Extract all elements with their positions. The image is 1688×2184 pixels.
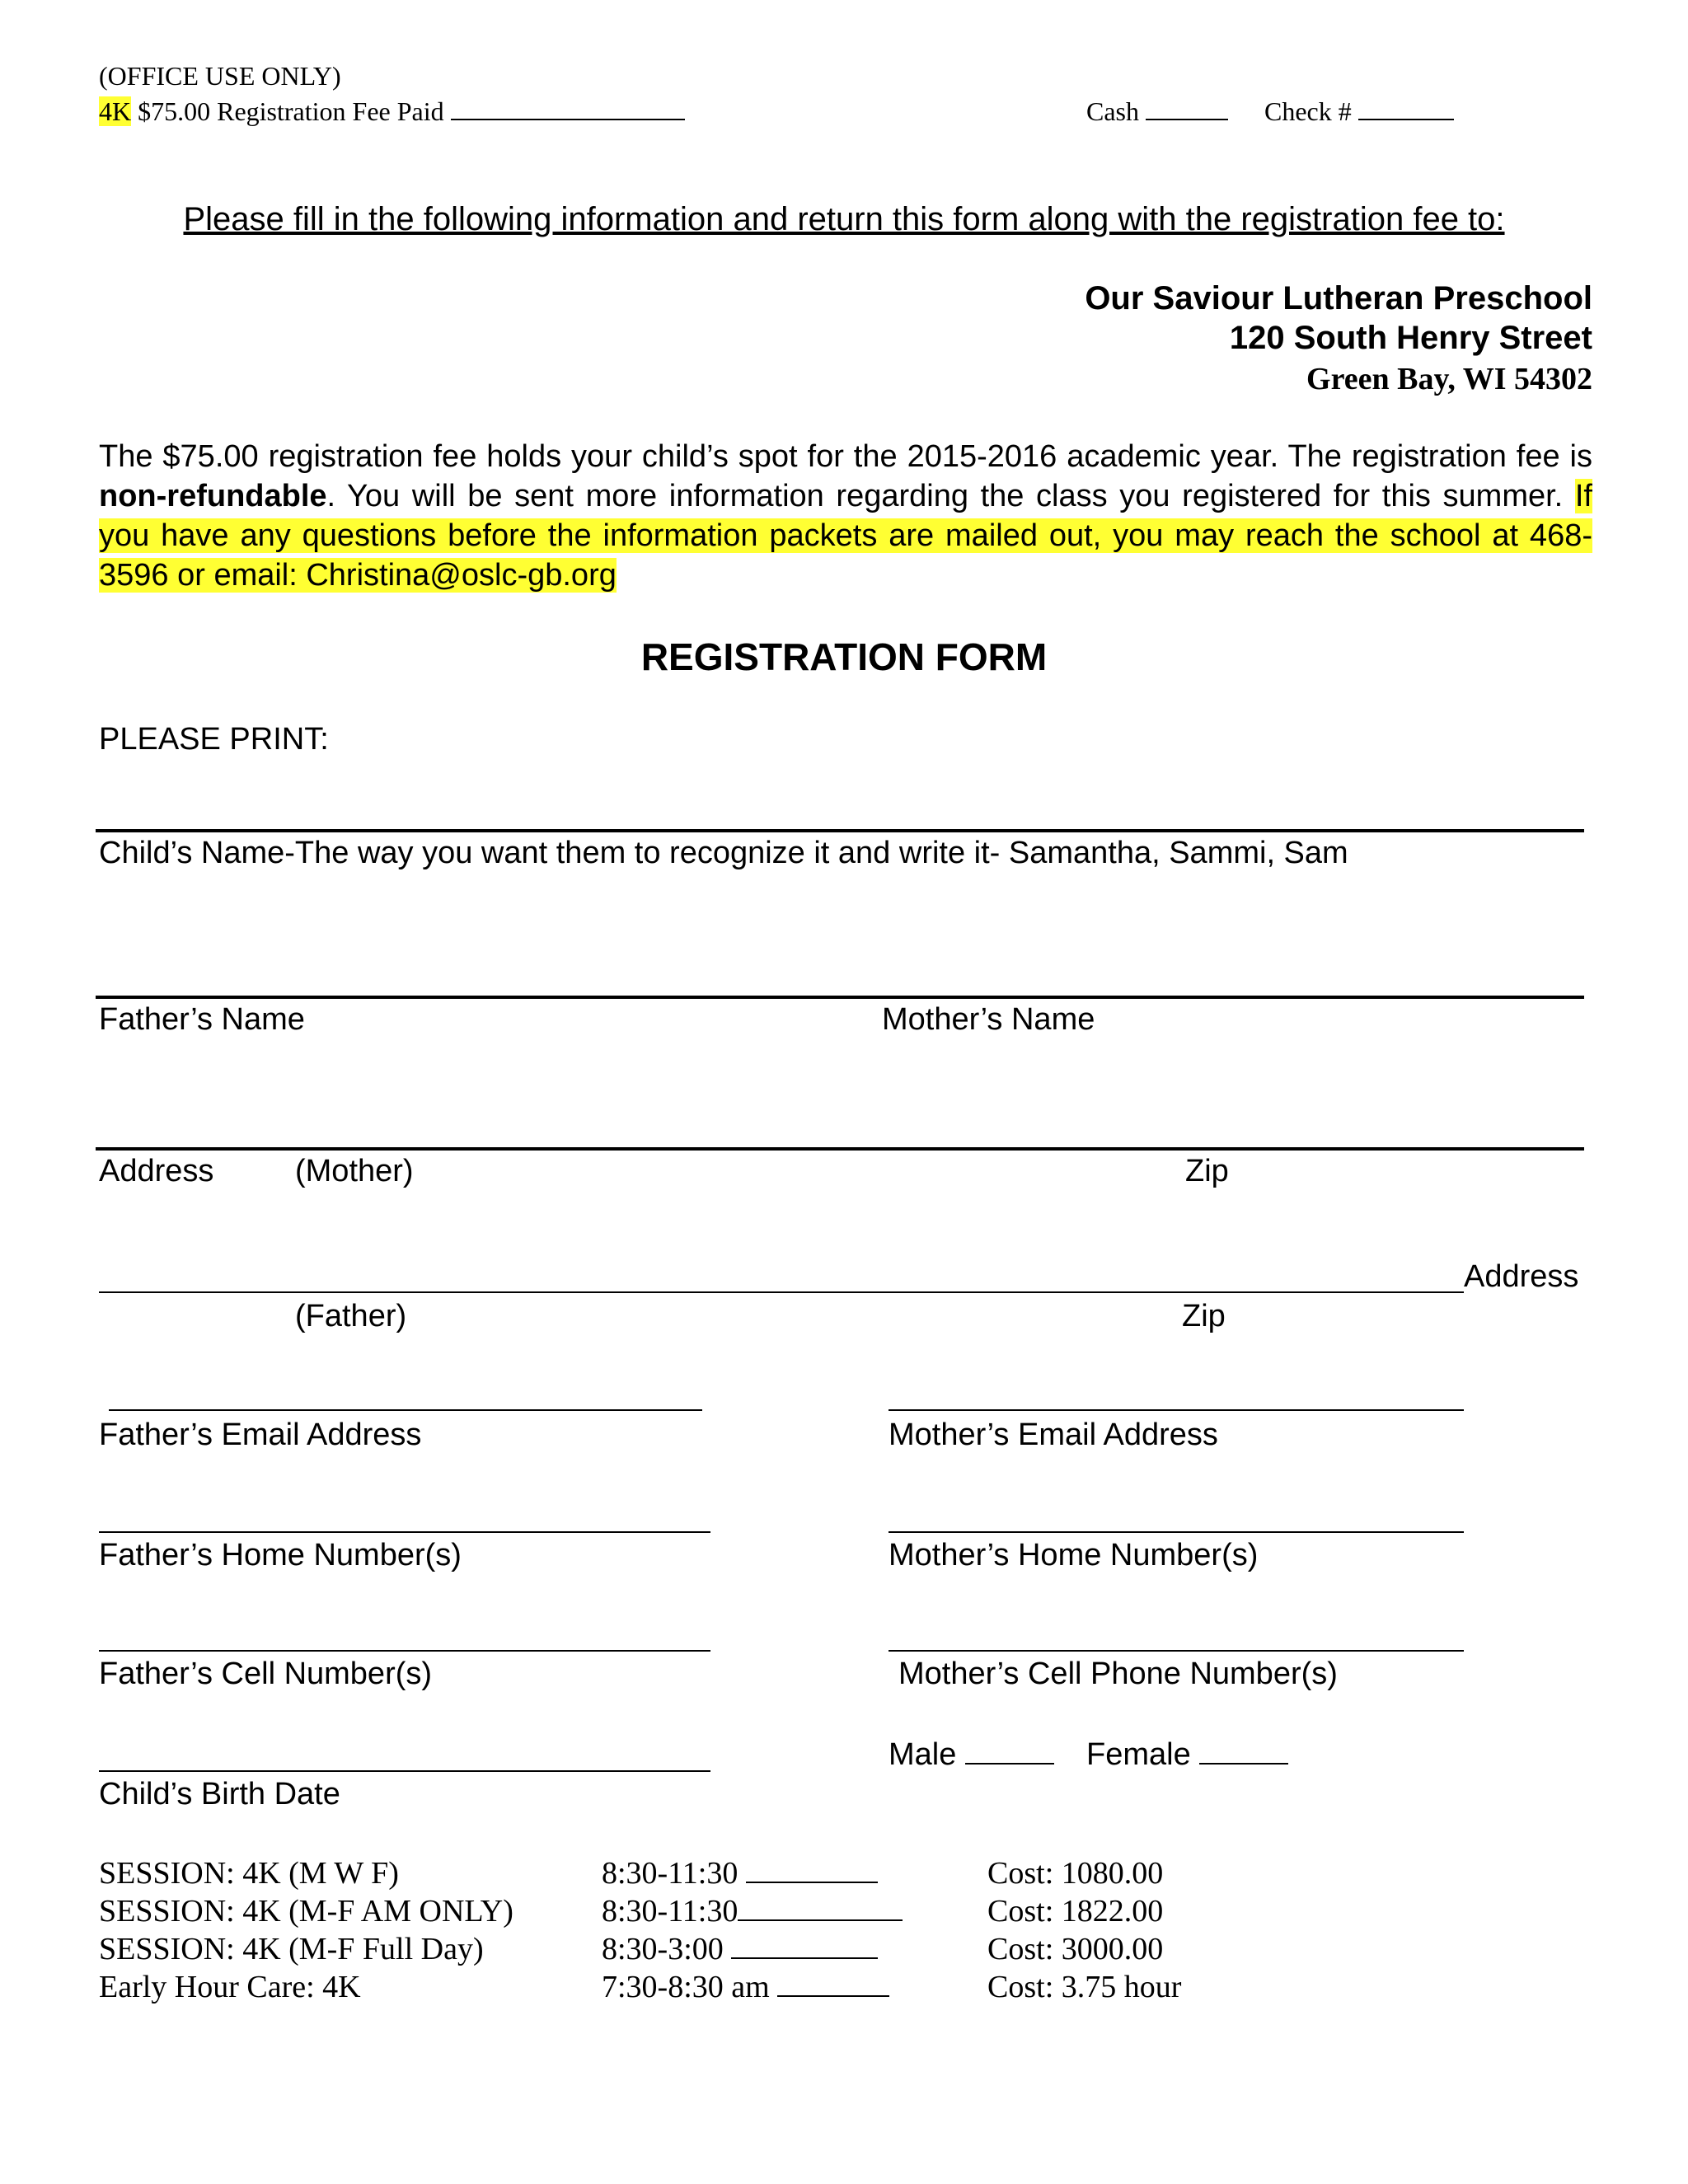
birth-date-label: Child’s Birth Date — [99, 1777, 340, 1811]
father-paren-label: (Father) — [295, 1299, 407, 1333]
male-field — [889, 1737, 1054, 1773]
contact-highlight: If you have any questions before the information packets are mailed out, you may reach the school at 468-3596 or email: Christina@oslc-gb.org — [99, 479, 1592, 593]
form-title: REGISTRATION FORM — [640, 635, 1048, 678]
school-name: Our Saviour Lutheran Preschool — [1085, 280, 1592, 316]
cash-label: Cash — [1086, 96, 1139, 126]
father-email-line[interactable] — [109, 1409, 702, 1411]
instructions: Please fill in the following information and return this form along with the registration fee to: — [183, 201, 1505, 237]
cash-blank[interactable] — [1146, 94, 1228, 120]
session-time: 8:30-11:30 — [602, 1856, 738, 1891]
session-time-row — [602, 1968, 903, 2006]
please-print: PLEASE PRINT: — [99, 722, 329, 757]
info-paragraph — [99, 437, 1592, 595]
mother-email-line[interactable] — [889, 1409, 1464, 1411]
female-field — [1086, 1737, 1288, 1773]
check-number-blank[interactable] — [1358, 94, 1454, 120]
cash-line — [1086, 94, 1228, 127]
session-select-blank[interactable] — [738, 1895, 903, 1921]
mother-zip-label: Zip — [1185, 1154, 1229, 1188]
session-name: SESSION: 4K (M W F) — [99, 1856, 399, 1891]
mother-home-line[interactable] — [889, 1531, 1464, 1533]
session-time: 8:30-11:30 — [602, 1894, 738, 1929]
female-blank[interactable] — [1199, 1738, 1288, 1765]
non-refundable-text: non-refundable — [99, 479, 327, 513]
mother-address-line[interactable] — [96, 1147, 1584, 1151]
mother-name-label: Mother’s Name — [882, 1002, 1095, 1037]
mother-home-label: Mother’s Home Number(s) — [889, 1538, 1259, 1572]
office-grade: 4K — [99, 96, 132, 126]
birth-date-line[interactable] — [99, 1770, 710, 1772]
session-names — [99, 1854, 513, 2006]
mother-email-label: Mother’s Email Address — [889, 1418, 1218, 1452]
office-fee-label: $75.00 Registration Fee Paid — [138, 96, 444, 126]
father-address-line[interactable] — [99, 1291, 1464, 1293]
female-label: Female — [1086, 1737, 1191, 1772]
male-blank[interactable] — [965, 1738, 1054, 1765]
session-name: SESSION: 4K (M-F AM ONLY) — [99, 1894, 513, 1929]
info-text-1: The $75.00 registration fee holds your child’s spot for the 2015-2016 academic year. The registration fee is — [99, 439, 1592, 474]
session-cost: Cost: 3.75 hour — [987, 1970, 1182, 2004]
mother-paren-label: (Mother) — [295, 1154, 414, 1188]
fee-paid-blank[interactable] — [451, 94, 685, 120]
session-time-row — [602, 1930, 903, 1968]
session-name: Early Hour Care: 4K — [99, 1970, 361, 2004]
session-cost: Cost: 3000.00 — [987, 1932, 1164, 1966]
child-name-line[interactable] — [96, 829, 1584, 832]
school-street: 120 South Henry Street — [1229, 320, 1592, 356]
male-label: Male — [889, 1737, 957, 1772]
session-select-blank[interactable] — [777, 1971, 889, 1997]
address-label: Address — [99, 1154, 214, 1188]
address-right-label: Address — [1464, 1259, 1579, 1294]
father-home-line[interactable] — [99, 1531, 710, 1533]
session-time-row — [602, 1892, 903, 1930]
office-fee-line — [99, 94, 685, 127]
father-email-label: Father’s Email Address — [99, 1418, 422, 1452]
session-select-blank[interactable] — [731, 1933, 878, 1959]
check-label: Check # — [1264, 96, 1352, 126]
session-time-row — [602, 1854, 903, 1892]
session-select-blank[interactable] — [746, 1857, 878, 1883]
father-home-label: Father’s Home Number(s) — [99, 1538, 462, 1572]
session-name: SESSION: 4K (M-F Full Day) — [99, 1932, 484, 1966]
father-cell-line[interactable] — [99, 1650, 710, 1652]
session-time: 7:30-8:30 am — [602, 1970, 770, 2004]
session-times — [602, 1854, 903, 2006]
parent-names-line[interactable] — [96, 996, 1584, 999]
father-cell-label: Father’s Cell Number(s) — [99, 1657, 433, 1691]
session-cost: Cost: 1822.00 — [987, 1894, 1164, 1929]
session-time: 8:30-3:00 — [602, 1932, 724, 1966]
check-line — [1264, 94, 1454, 127]
child-name-label: Child’s Name-The way you want them to recognize it and write it- Samantha, Sammi, Sam — [99, 836, 1348, 870]
info-text-2: . You will be sent more information regarding the class you registered for this summer. — [326, 479, 1575, 513]
mother-cell-label: Mother’s Cell Phone Number(s) — [898, 1657, 1338, 1691]
session-costs — [987, 1854, 1181, 2006]
session-cost: Cost: 1080.00 — [987, 1856, 1164, 1891]
mother-cell-line[interactable] — [889, 1650, 1464, 1652]
office-use-title: (OFFICE USE ONLY) — [99, 61, 341, 91]
father-zip-label: Zip — [1182, 1299, 1226, 1333]
school-city: Green Bay, WI 54302 — [1306, 362, 1592, 396]
father-name-label: Father’s Name — [99, 1002, 305, 1037]
